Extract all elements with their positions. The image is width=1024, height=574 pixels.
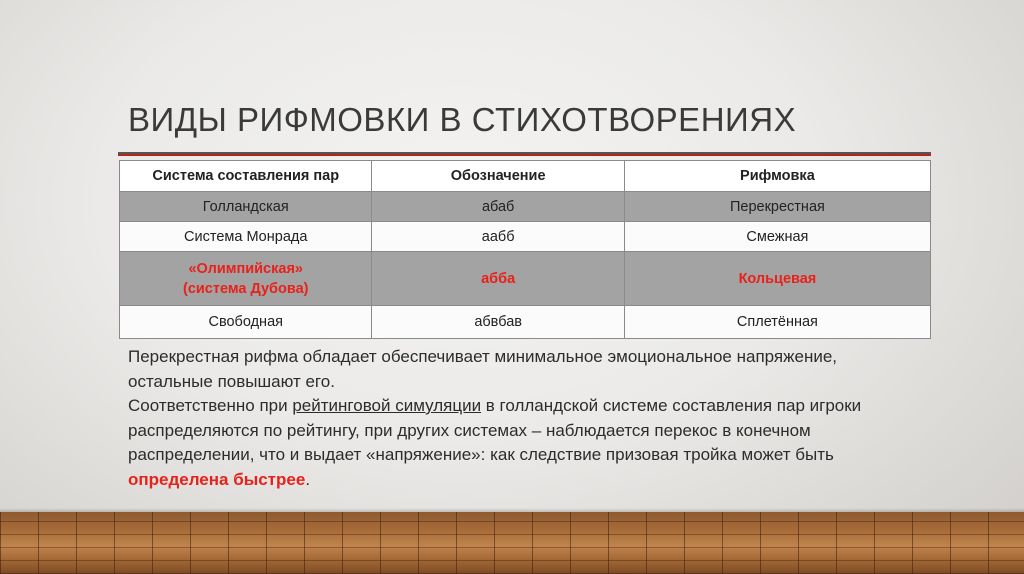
cell-rhyme: Кольцевая [624, 252, 930, 306]
table-row-highlighted [120, 252, 931, 306]
title-divider-accent [118, 154, 931, 156]
cell-system: Свободная [120, 306, 372, 339]
cell-system: Система Монрада [120, 222, 372, 252]
cell-notation: аабб [372, 222, 624, 252]
wooden-floor-decoration [0, 512, 1024, 574]
table-row [120, 306, 931, 339]
paragraph-2-suffix: . [305, 469, 311, 489]
cell-notation: абаб [372, 192, 624, 222]
rating-simulation-term: рейтинговой симуляции [292, 396, 482, 415]
highlighted-conclusion: определена быстрее [128, 469, 306, 489]
rhyme-types-table [119, 160, 931, 339]
paragraph-2-middle: в голландской системе составления пар игроки распределяются по рейтингу, при других системах – наблюдается перекос в конечном распределении, что и выдает «напряжение»: как следствие призовая тройка может быть [128, 396, 862, 464]
table-row [120, 222, 931, 252]
header-notation: Обозначение [372, 161, 624, 192]
cell-rhyme: Перекрестная [624, 192, 930, 222]
table-header-row [120, 161, 931, 192]
paragraph-2-prefix: Соответственно при [128, 396, 293, 415]
cell-notation: абвбав [372, 306, 624, 339]
table-row [120, 192, 931, 222]
cell-system-line2: (система Дубова) [182, 280, 309, 297]
cell-notation: абба [372, 252, 624, 306]
explanation-text [128, 345, 908, 492]
slide-title: ВИДЫ РИФМОВКИ В СТИХОТВОРЕНИЯХ [128, 101, 797, 138]
cell-system [120, 252, 372, 306]
cell-system-line1: «Олимпийская» [188, 260, 303, 277]
cell-rhyme: Сплетённая [624, 306, 930, 339]
paragraph-1: Перекрестная рифма обладает обеспечивает минимальное эмоциональное напряжение, остальные повышают его. [128, 347, 838, 391]
cell-rhyme: Смежная [624, 222, 930, 252]
paragraph-2 [128, 394, 908, 492]
header-rhyme: Рифмовка [624, 161, 930, 192]
header-system: Система составления пар [120, 161, 372, 192]
cell-system: Голландская [120, 192, 372, 222]
